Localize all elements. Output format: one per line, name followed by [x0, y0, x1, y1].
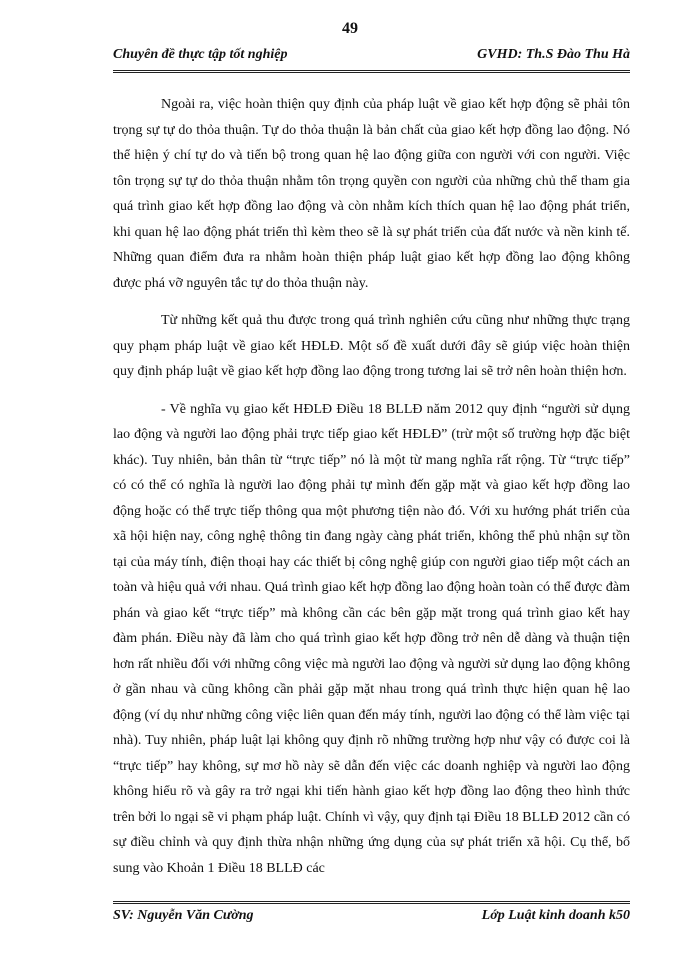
footer-student: SV: Nguyễn Văn Cường: [113, 908, 254, 923]
body-text: [113, 92, 630, 893]
footer-rule: [113, 901, 630, 904]
paragraph: - Về nghĩa vụ giao kết HĐLĐ Điều 18 BLLĐ năm 2012 quy định “người sử dụng lao động và người lao động phải trực tiếp giao kết HĐLĐ” (trừ một số trường hợp đặc biệt khác). Tuy nhiên, bản thân từ “trực tiếp” nó là một từ mang nghĩa rất rộng. Từ “trực tiếp” có có thể có nghĩa là người lao động phải tự mình đến gặp mặt và giao kết hợp đồng lao động hoặc có thể trực tiếp thông qua một phương tiện nào đó. Với xu hướng phát triển của xã hội hiện nay, công nghệ thông tin đang ngày càng phát triển, không thể phủ nhận sự tồn tại của máy tính, điện thoại hay các thiết bị công nghệ giúp con người giao tiếp một cách an toàn và hiệu quả với nhau. Quá trình giao kết hợp đồng lao động hoàn toàn có thể được đàm phán và giao kết “trực tiếp” mà không cần các bên gặp mặt trong quá trình giao kết hay đàm phán. Điều này đã làm cho quá trình giao kết hợp đồng trở nên dễ dàng và thuận tiện hơn rất nhiều đối với những công việc mà người lao động và người sử dụng lao động không ở gần nhau và cũng không cần phải gặp mặt nhau trong quá trình thực hiện quan hệ lao động (ví dụ như những công việc liên quan đến máy tính, người lao động có thể làm việc tại nhà). Tuy nhiên, pháp luật lại không quy định rõ những trường hợp như vậy có được coi là “trực tiếp” hay không, sự mơ hồ này sẽ dẫn đến việc các doanh nghiệp và người lao động không hiểu rõ và gây ra trở ngại khi tiến hành giao kết hợp đồng lao động theo hình thức trên bởi lo ngại sẽ vi phạm pháp luật. Chính vì vậy, quy định tại Điều 18 BLLĐ 2012 cần có sự điều chỉnh và quy định thừa nhận những ứng dụng của sự phát triển xã hội. Cụ thể, bổ sung vào Khoản 1 Điều 18 BLLĐ các: [113, 401, 630, 876]
page-number: 49: [342, 20, 358, 37]
page-header: [113, 47, 630, 63]
header-supervisor: GVHD: Th.S Đào Thu Hà: [477, 47, 630, 62]
footer-class: Lớp Luật kinh doanh k50: [481, 908, 630, 923]
page-footer: [113, 908, 630, 924]
header-course-title: Chuyên đề thực tập tốt nghiệp: [113, 47, 288, 62]
paragraph: Ngoài ra, việc hoàn thiện quy định của pháp luật về giao kết hợp động sẽ phải tôn trọng sự tự do thỏa thuận. Tự do thỏa thuận là bản chất của giao kết hợp đồng lao động. Nó thể hiện ý chí tự do và tiến bộ trong quan hệ lao động giữa con người với con người. Việc tôn trọng sự tự do thỏa thuận nhằm tôn trọng quyền con người của những chủ thể tham gia quá trình giao kết hợp đồng lao động và còn nhằm kích thích quan hệ lao động phát triển, khi quan hệ lao động phát triển thì kèm theo sẽ là sự phát triển của đất nước và nền kinh tế. Những quan điểm đưa ra nhằm hoàn thiện pháp luật giao kết hợp đồng lao động không được phá vỡ nguyên tắc tự do thỏa thuận này.: [113, 97, 630, 291]
header-rule: [113, 70, 630, 73]
paragraph: Từ những kết quả thu được trong quá trình nghiên cứu cũng như những thực trạng quy phạm pháp luật về giao kết HĐLĐ. Một số đề xuất dưới đây sẽ giúp việc hoàn thiện quy định pháp luật về giao kết hợp đồng lao động trong tương lai sẽ trở nên hoàn thiện hơn.: [113, 313, 630, 379]
